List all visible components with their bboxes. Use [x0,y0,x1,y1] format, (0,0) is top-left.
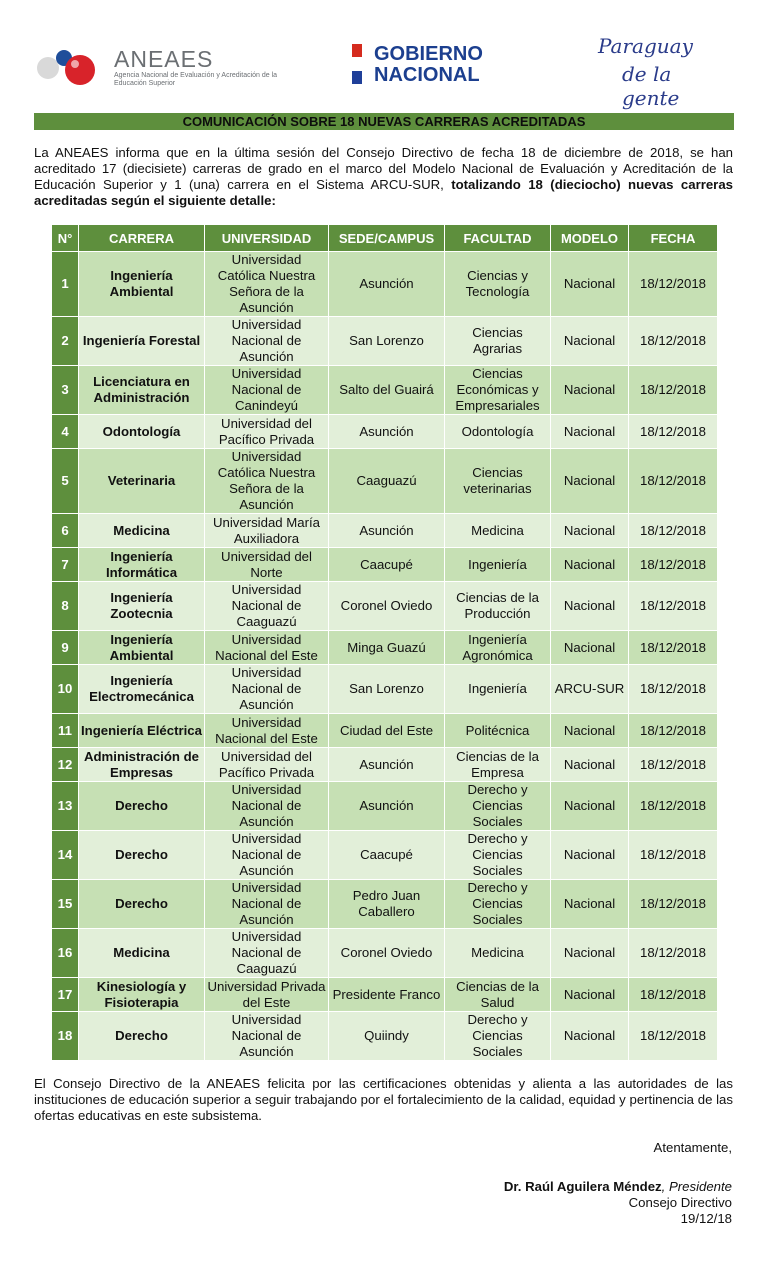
modelo-cell: Nacional [551,514,629,548]
modelo-cell: Nacional [551,631,629,665]
fecha-cell: 18/12/2018 [629,782,718,831]
table-row [52,631,718,665]
modelo-cell: Nacional [551,831,629,880]
facultad-cell: Derecho y Ciencias Sociales [445,880,551,929]
fecha-cell: 18/12/2018 [629,714,718,748]
modelo-cell: Nacional [551,252,629,317]
table-row [52,317,718,366]
fecha-cell: 18/12/2018 [629,631,718,665]
carrera-cell: Derecho [79,782,205,831]
header-logos [0,0,768,110]
universidad-cell: Universidad Nacional del Este [205,714,329,748]
gobierno-nacional-logo [352,44,512,90]
row-number: 14 [52,831,79,880]
greeting: Atentamente, [653,1140,732,1155]
row-number: 18 [52,1012,79,1061]
gobierno-nacional-text [374,44,483,86]
fecha-cell: 18/12/2018 [629,317,718,366]
header-universidad: UNIVERSIDAD [205,225,329,252]
table-row [52,978,718,1012]
universidad-cell: Universidad Nacional de Asunción [205,782,329,831]
sede-cell: Asunción [329,252,445,317]
sede-cell: Presidente Franco [329,978,445,1012]
fecha-cell: 18/12/2018 [629,880,718,929]
carrera-cell: Derecho [79,831,205,880]
paraguay-de-la-gente-logo [592,34,732,110]
sede-cell: Quiindy [329,1012,445,1061]
carrera-cell: Ingeniería Forestal [79,317,205,366]
universidad-cell: Universidad Nacional de Asunción [205,1012,329,1061]
sede-cell: San Lorenzo [329,317,445,366]
modelo-cell: Nacional [551,582,629,631]
fecha-cell: 18/12/2018 [629,415,718,449]
fecha-cell: 18/12/2018 [629,548,718,582]
sede-cell: Asunción [329,748,445,782]
fecha-cell: 18/12/2018 [629,514,718,548]
modelo-cell: Nacional [551,548,629,582]
carrera-cell: Ingeniería Informática [79,548,205,582]
facultad-cell: Derecho y Ciencias Sociales [445,782,551,831]
row-number: 7 [52,548,79,582]
facultad-cell: Ciencias y Tecnología [445,252,551,317]
fecha-cell: 18/12/2018 [629,748,718,782]
carrera-cell: Ingeniería Eléctrica [79,714,205,748]
universidad-cell: Universidad Privada del Este [205,978,329,1012]
fecha-cell: 18/12/2018 [629,1012,718,1061]
header-carrera: CARRERA [79,225,205,252]
sede-cell: Pedro Juan Caballero [329,880,445,929]
universidad-cell: Universidad del Pacífico Privada [205,415,329,449]
carrera-cell: Medicina [79,514,205,548]
table-row [52,548,718,582]
row-number: 5 [52,449,79,514]
universidad-cell: Universidad Nacional de Asunción [205,317,329,366]
aneaes-subtitle: Agencia Nacional de Evaluación y Acreditación de la Educación Superior [114,72,278,87]
row-number: 10 [52,665,79,714]
sede-cell: Salto del Guairá [329,366,445,415]
header-modelo: MODELO [551,225,629,252]
facultad-cell: Derecho y Ciencias Sociales [445,1012,551,1061]
document-title-banner: COMUNICACIÓN SOBRE 18 NUEVAS CARRERAS ACREDITADAS [34,113,734,130]
universidad-cell: Universidad Nacional de Caaguazú [205,582,329,631]
table-row [52,880,718,929]
universidad-cell: Universidad del Pacífico Privada [205,748,329,782]
row-number: 12 [52,748,79,782]
aneaes-logo [34,44,278,88]
table-row [52,366,718,415]
carrera-cell: Medicina [79,929,205,978]
facultad-cell: Ciencias Económicas y Empresariales [445,366,551,415]
universidad-cell: Universidad Nacional de Asunción [205,880,329,929]
modelo-cell: Nacional [551,782,629,831]
facultad-cell: Medicina [445,929,551,978]
row-number: 8 [52,582,79,631]
row-number: 11 [52,714,79,748]
fecha-cell: 18/12/2018 [629,449,718,514]
table-row [52,582,718,631]
modelo-cell: Nacional [551,978,629,1012]
fecha-cell: 18/12/2018 [629,831,718,880]
modelo-cell: Nacional [551,449,629,514]
facultad-cell: Ciencias de la Empresa [445,748,551,782]
universidad-cell: Universidad Nacional del Este [205,631,329,665]
table-row [52,929,718,978]
table-row [52,415,718,449]
row-number: 4 [52,415,79,449]
sede-cell: Asunción [329,782,445,831]
universidad-cell: Universidad María Auxiliadora [205,514,329,548]
header-fecha: FECHA [629,225,718,252]
signature-date: 19/12/18 [680,1211,732,1226]
facultad-cell: Ciencias veterinarias [445,449,551,514]
intro-paragraph [34,145,733,209]
paraguay-line1: Paraguay [598,34,693,58]
table-row [52,831,718,880]
table-row [52,252,718,317]
modelo-cell: Nacional [551,317,629,366]
signatory-name: Dr. Raúl Aguilera Méndez [503,1179,662,1194]
universidad-cell: Universidad Nacional de Asunción [205,831,329,880]
universidad-cell: Universidad del Norte [205,548,329,582]
row-number: 9 [52,631,79,665]
carrera-cell: Ingeniería Ambiental [79,631,205,665]
facultad-cell: Ingeniería [445,548,551,582]
facultad-cell: Ingeniería [445,665,551,714]
modelo-cell: Nacional [551,1012,629,1061]
modelo-cell: Nacional [551,880,629,929]
facultad-cell: Politécnica [445,714,551,748]
modelo-cell: Nacional [551,929,629,978]
facultad-cell: Derecho y Ciencias Sociales [445,831,551,880]
accredited-programs-table [51,224,718,1061]
modelo-cell: Nacional [551,748,629,782]
gobierno-line2: NACIONAL [374,64,480,86]
table-row [52,1012,718,1061]
sede-cell: Minga Guazú [329,631,445,665]
row-number: 16 [52,929,79,978]
sede-cell: Asunción [329,514,445,548]
signatory-role: , Presidente [661,1179,732,1194]
sede-cell: Caacupé [329,831,445,880]
row-number: 2 [52,317,79,366]
carrera-cell: Veterinaria [79,449,205,514]
table-body [52,252,718,1061]
row-number: 15 [52,880,79,929]
fecha-cell: 18/12/2018 [629,978,718,1012]
intro-bold-text: totalizando 18 (dieciocho) nuevas carreras acreditadas según el siguiente detalle: [34,177,733,208]
carrera-cell: Ingeniería Ambiental [79,252,205,317]
row-number: 17 [52,978,79,1012]
aneaes-spheres-icon [34,44,106,88]
sede-cell: Ciudad del Este [329,714,445,748]
header-number: N° [52,225,79,252]
paraguay-line2: de la gente [622,62,680,110]
row-number: 1 [52,252,79,317]
carrera-cell: Odontología [79,415,205,449]
facultad-cell: Ciencias de la Producción [445,582,551,631]
modelo-cell: ARCU-SUR [551,665,629,714]
facultad-cell: Ciencias de la Salud [445,978,551,1012]
table-row [52,748,718,782]
table-row [52,714,718,748]
fecha-cell: 18/12/2018 [629,252,718,317]
carrera-cell: Ingeniería Electromecánica [79,665,205,714]
table-header-row [52,225,718,252]
universidad-cell: Universidad Católica Nuestra Señora de la Asunción [205,449,329,514]
facultad-cell: Ingeniería Agronómica [445,631,551,665]
carrera-cell: Licenciatura en Administración [79,366,205,415]
universidad-cell: Universidad Nacional de Caaguazú [205,929,329,978]
sede-cell: Coronel Oviedo [329,929,445,978]
fecha-cell: 18/12/2018 [629,582,718,631]
fecha-cell: 18/12/2018 [629,665,718,714]
sede-cell: Caaguazú [329,449,445,514]
sede-cell: Asunción [329,415,445,449]
carrera-cell: Ingeniería Zootecnia [79,582,205,631]
carrera-cell: Administración de Empresas [79,748,205,782]
modelo-cell: Nacional [551,415,629,449]
signatory [504,1179,732,1195]
gobierno-line1: GOBIERNO [374,43,483,65]
universidad-cell: Universidad Nacional de Canindeyú [205,366,329,415]
carrera-cell: Derecho [79,1012,205,1061]
sede-cell: Coronel Oviedo [329,582,445,631]
fecha-cell: 18/12/2018 [629,929,718,978]
table-row [52,514,718,548]
paraguay-flag-icon [352,44,362,84]
universidad-cell: Universidad Nacional de Asunción [205,665,329,714]
universidad-cell: Universidad Católica Nuestra Señora de la Asunción [205,252,329,317]
carrera-cell: Kinesiología y Fisioterapia [79,978,205,1012]
sede-cell: Caacupé [329,548,445,582]
header-facultad: FACULTAD [445,225,551,252]
modelo-cell: Nacional [551,366,629,415]
row-number: 3 [52,366,79,415]
facultad-cell: Ciencias Agrarias [445,317,551,366]
header-sede: SEDE/CAMPUS [329,225,445,252]
table-row [52,449,718,514]
aneaes-name: ANEAES [114,46,214,72]
facultad-cell: Odontología [445,415,551,449]
table-row [52,665,718,714]
sede-cell: San Lorenzo [329,665,445,714]
row-number: 13 [52,782,79,831]
fecha-cell: 18/12/2018 [629,366,718,415]
carrera-cell: Derecho [79,880,205,929]
table-row [52,782,718,831]
row-number: 6 [52,514,79,548]
intro-text: La ANEAES informa que en la última sesión del Consejo Directivo de fecha 18 de diciembre de 2018, se han acreditado 17 (diecisiete) carreras de grado en el marco del Modelo Nacional de Evaluación y Acreditación de la Educación Superior y 1 (una) carrera en el Sistema ARCU-SUR, [34,145,733,192]
modelo-cell: Nacional [551,714,629,748]
closing-paragraph: El Consejo Directivo de la ANEAES felicita por las certificaciones obtenidas y alienta a las autoridades de las instituciones de educación superior a seguir trabajando por el fortalecimiento de la calidad, equidad y pertinencia de las ofertas educativas en este subsistema. [34,1076,733,1123]
signatory-body: Consejo Directivo [628,1195,732,1210]
facultad-cell: Medicina [445,514,551,548]
